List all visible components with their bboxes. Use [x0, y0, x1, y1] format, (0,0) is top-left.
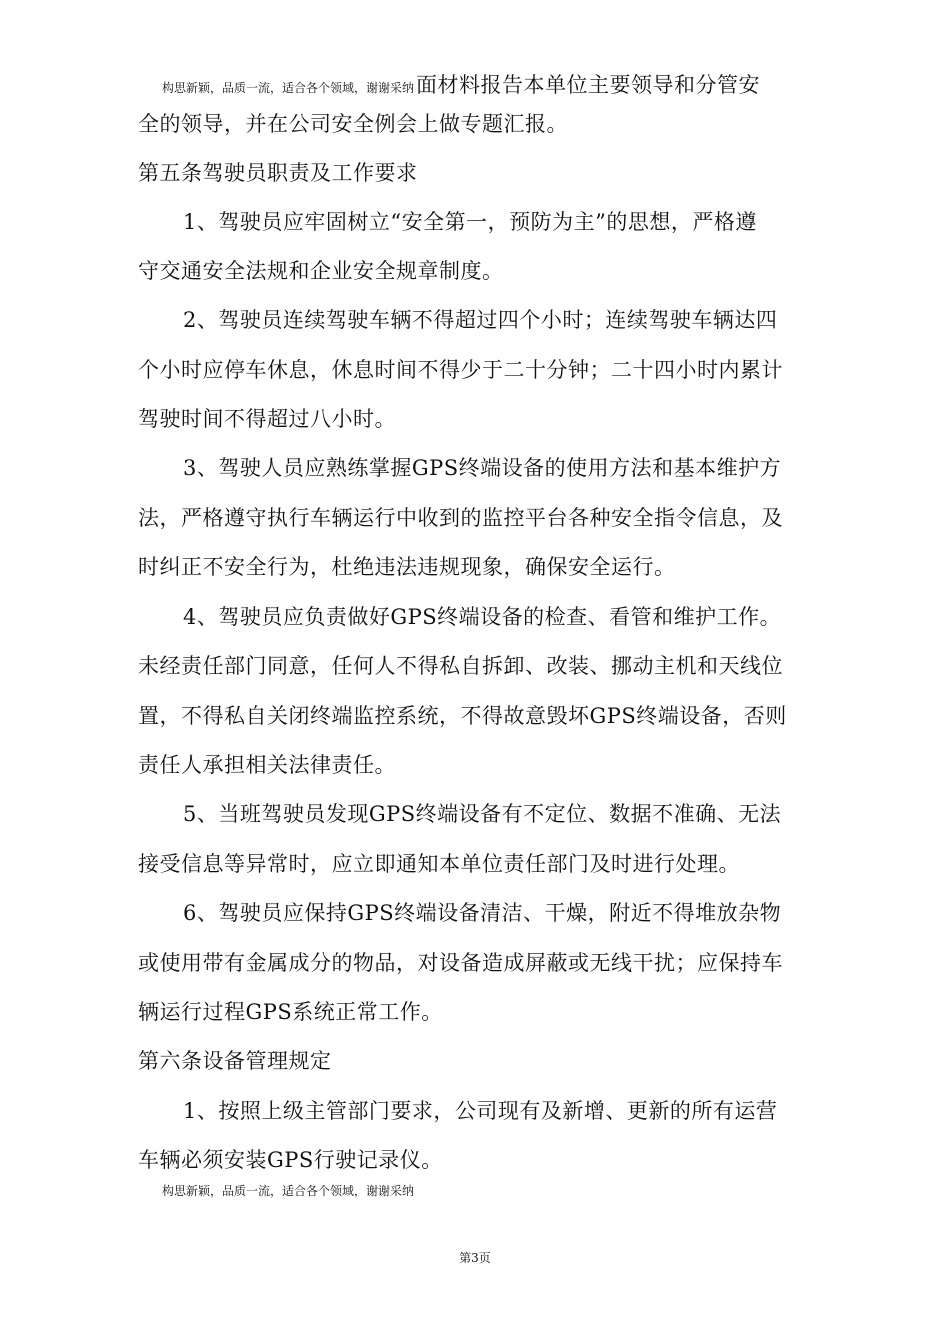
- body-line: 接受信息等异常时，应立即通知本单位责任部门及时进行处理。: [138, 852, 740, 876]
- body-line: 未经责任部门同意，任何人不得私自拆卸、改装、挪动主机和天线位: [138, 654, 783, 678]
- body-line: 守交通安全法规和企业安全规章制度。: [138, 259, 504, 283]
- footer-note: 构思新颖，品质一流，适合各个领域，谢谢采纳: [162, 1184, 415, 1198]
- first-line: [162, 69, 760, 99]
- body-line: 5、当班驾驶员发现GPS终端设备有不定位、数据不准确、无法: [183, 802, 782, 826]
- page-number: 第3页: [459, 1251, 491, 1265]
- body-line: 责任人承担相关法律责任。: [138, 753, 396, 777]
- body-line: 1、按照上级主管部门要求，公司现有及新增、更新的所有运营: [183, 1099, 778, 1123]
- body-line: 置，不得私自关闭终端监控系统，不得故意毁坏GPS终端设备，否则: [138, 704, 787, 728]
- body-line: 全的领导，并在公司安全例会上做专题汇报。: [138, 112, 568, 136]
- header-note: 构思新颖，品质一流，适合各个领域，谢谢采纳: [162, 81, 415, 95]
- body-line: 4、驾驶员应负责做好GPS终端设备的检查、看管和维护工作。: [183, 605, 782, 629]
- body-line: 或使用带有金属成分的物品，对设备造成屏蔽或无线干扰；应保持车: [138, 951, 783, 975]
- body-line: 3、驾驶人员应熟练掌握GPS终端设备的使用方法和基本维护方: [183, 456, 782, 480]
- body-line: 法，严格遵守执行车辆运行中收到的监控平台各种安全指令信息，及: [138, 506, 783, 530]
- body-line: 个小时应停车休息，休息时间不得少于二十分钟；二十四小时内累计: [138, 358, 783, 382]
- article-5-title: 第五条驾驶员职责及工作要求: [138, 161, 418, 185]
- article-6-title: 第六条设备管理规定: [138, 1049, 332, 1073]
- body-line: 辆运行过程GPS系统正常工作。: [138, 1000, 443, 1024]
- body-line: 1、驾驶员应牢固树立“安全第一，预防为主”的思想，严格遵: [183, 210, 757, 234]
- body-line: 2、驾驶员连续驾驶车辆不得超过四个小时；连续驾驶车辆达四: [183, 308, 778, 332]
- body-line: 时纠正不安全行为，杜绝违法违规现象，确保安全运行。: [138, 555, 676, 579]
- body-line: 驾驶时间不得超过八小时。: [138, 407, 396, 431]
- body-line: 6、驾驶员应保持GPS终端设备清洁、干燥，附近不得堆放杂物: [183, 901, 782, 925]
- body-line: 面材料报告本单位主要领导和分管安: [416, 73, 761, 97]
- body-line: 车辆必须安装GPS行驶记录仪。: [138, 1148, 443, 1172]
